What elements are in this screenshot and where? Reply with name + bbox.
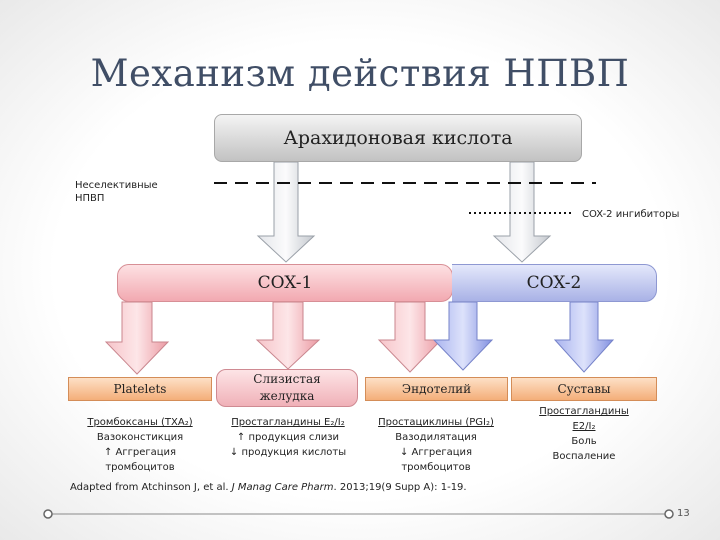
platelets-box: Platelets <box>68 377 212 401</box>
arrow-to-endothelium-cox1 <box>379 302 441 372</box>
cox2-box: COX-2 <box>452 264 657 302</box>
endothelium-box: Эндотелий <box>365 377 508 401</box>
cox1-box: COX-1 <box>117 264 453 302</box>
gastric-mucosa-box: Слизистая желудка <box>216 369 358 407</box>
joints-effects: Простагландины E2/I₂ Боль Воспаление <box>539 406 629 462</box>
arrow-to-stomach <box>257 302 319 369</box>
page-number: 13 <box>677 508 690 519</box>
arrow-to-platelets <box>106 302 168 374</box>
footer-dot-right <box>665 510 673 518</box>
arrow-to-cox2 <box>494 162 550 262</box>
arrow-to-cox1 <box>258 162 314 262</box>
arachidonic-acid-box: Арахидоновая кислота <box>214 114 582 162</box>
arrow-to-joints <box>555 302 613 372</box>
gastric-mucosa-effects: Простагландины E₂/I₂ ↑ продукция слизи ↓ продукция кислоты <box>229 417 347 458</box>
reference-footnote: Adapted from Atchinson J, et al. J Manag Care Pharm. 2013;19(9 Supp A): 1-19. <box>70 482 467 493</box>
endothelium-effects: Простациклины (PGI₂) Вазодилятация ↓ Аггрегация тромбоцитов <box>378 417 494 473</box>
joints-box: Суставы <box>511 377 657 401</box>
slide-title: Механизм действия НПВП <box>90 52 630 95</box>
cox2-inhibitors-label: COX-2 ингибиторы <box>582 209 680 220</box>
nonselective-nsaid-label: Неселективные НПВП <box>75 180 158 204</box>
arrow-to-endothelium-cox2 <box>434 302 492 370</box>
platelets-effects: Тромбоксаны (TXA₂) Вазоконстикция ↑ Аггрегация тромбоцитов <box>87 417 193 473</box>
footer-dot-left <box>44 510 52 518</box>
